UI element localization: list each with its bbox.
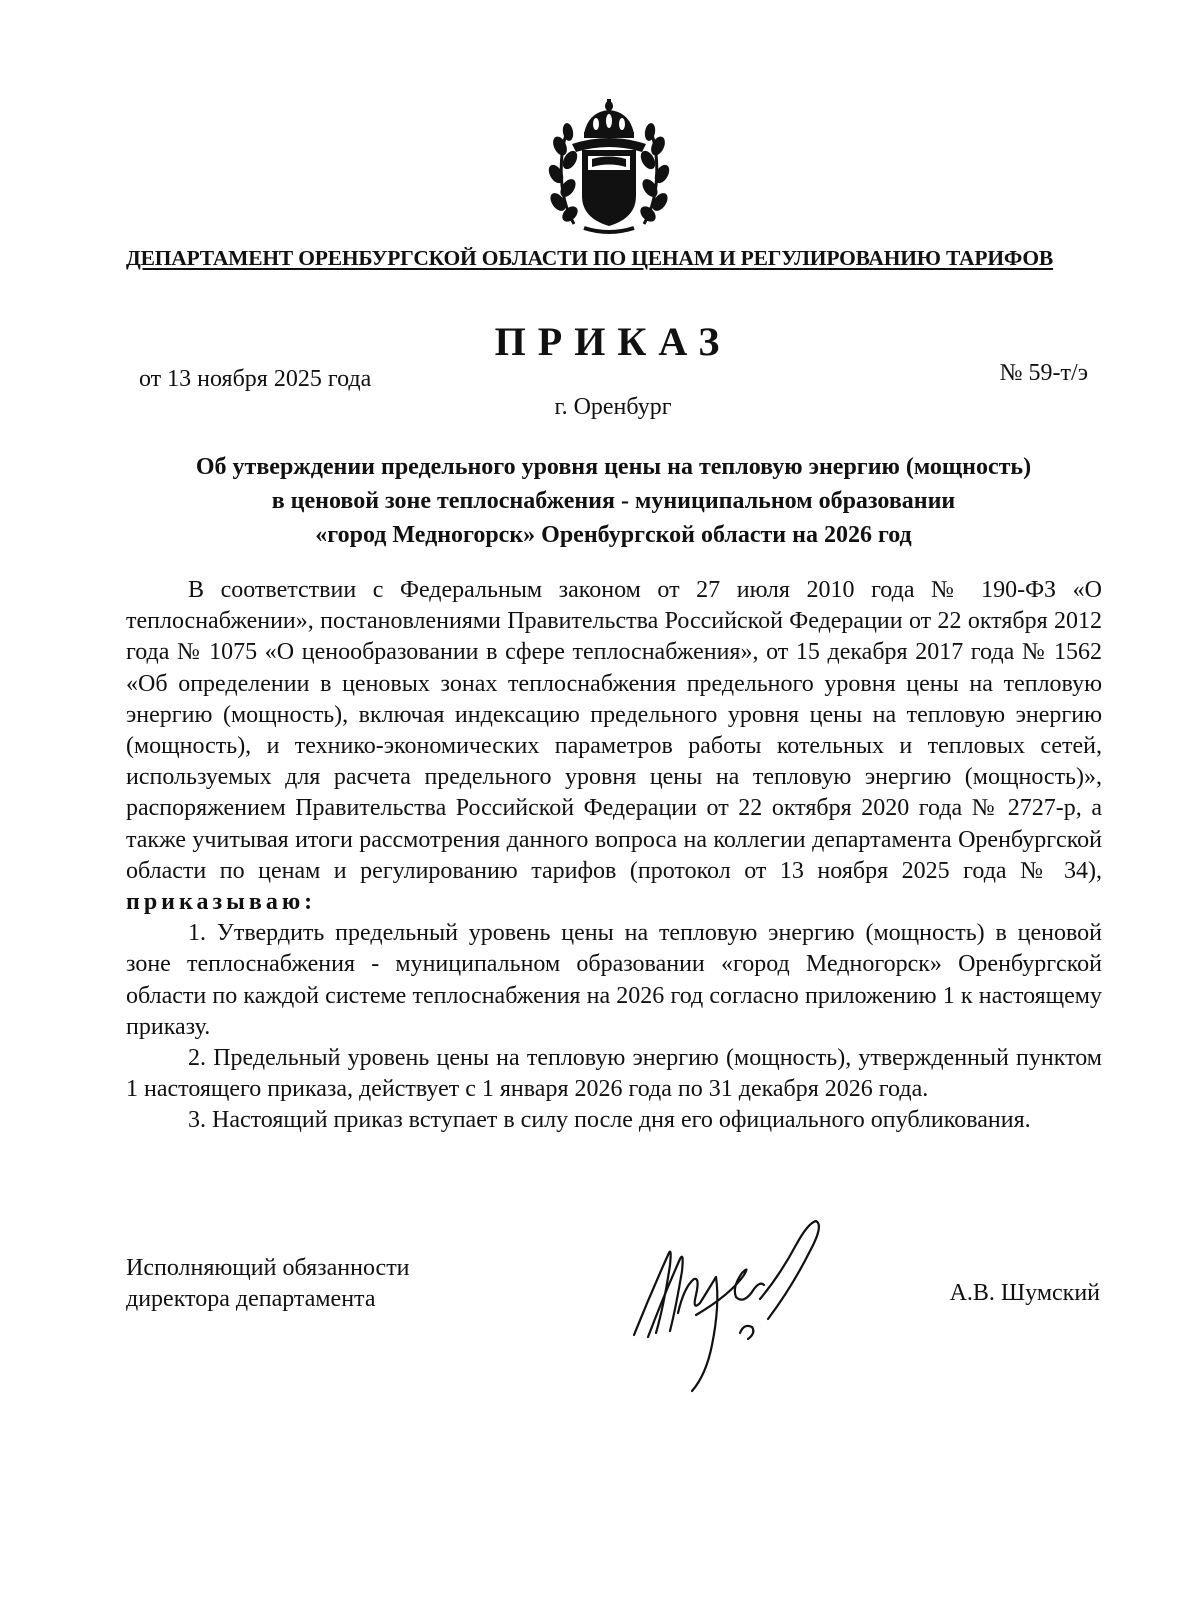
title-line: Об утверждении предельного уровня цены на тепловую энергию (мощность) [195, 454, 1032, 480]
signer-name: А.В. Шумский [949, 1280, 1100, 1306]
title-line: в ценовой зоне теплоснабжения - муниципальном образовании [271, 488, 956, 514]
order-item-3: 3. Настоящий приказ вступает в силу после дня его официального опубликования. [188, 1107, 1031, 1134]
document-number: № 59-т/э [999, 360, 1088, 386]
document-date: от 13 ноября 2025 года [139, 366, 372, 392]
signer-position-line: директора департамента [126, 1286, 376, 1312]
order-item-1: 1. Утвердить предельный уровень цены на тепловую энергию (мощность) в ценовой зоне теплоснабжения - муниципальном образовании «город Медногорск» Оренбургской области по каждой системе теплоснабжения на 2026 год согласно приложению 1 к настоящему приказу. [126, 920, 1102, 1040]
signer-position-line: Исполняющий обязанности [126, 1255, 410, 1281]
handwritten-signature [620, 1215, 840, 1395]
coat-of-arms-icon [544, 96, 674, 236]
order-item-2: 2. Предельный уровень цены на тепловую энергию (мощность), утвержденный пунктом 1 настоящего приказа, действует с 1 января 2026 года по 31 декабря 2026 года. [126, 1045, 1102, 1103]
document-title [126, 450, 1101, 552]
preamble-text: В соответствии с Федеральным законом от 27 июля 2010 года № 190-ФЗ «О теплоснабжении», постановлениями Правительства Российской Федерации от 22 октября 2012 года № 1075 «О ценообразовании в сфере теплоснабжения», от 15 декабря 2017 года № 1562 «Об определении в ценовых зонах теплоснабжения предельного уровня цены на тепловую энергию (мощность), включая индексацию предельного уровня цены на тепловую энергию (мощность), и технико-экономических параметров работы котельных и тепловых сетей, используемых для расчета предельного уровня цены на тепловую энергию (мощность)», распоряжением Правительства Российской Федерации от 22 октября 2020 года № 2727-р, а также учитывая итоги рассмотрения данного вопроса на коллегии департамента Оренбургской области по ценам и регулированию тарифов (протокол от 13 ноября 2025 года № 34), [126, 577, 1102, 884]
signer-position [126, 1253, 410, 1315]
order-word: приказываю: [126, 889, 317, 916]
document-city: г. Оренбург [554, 394, 672, 420]
department-name: ДЕПАРТАМЕНТ ОРЕНБУРГСКОЙ ОБЛАСТИ ПО ЦЕНАМ И РЕГУЛИРОВАНИЮ ТАРИФОВ [126, 246, 1054, 270]
document-type: ПРИКАЗ [494, 319, 732, 364]
document-body [126, 575, 1102, 1137]
title-line: «город Медногорск» Оренбургской области на 2026 год [315, 522, 912, 548]
preamble-paragraph [126, 575, 1102, 918]
